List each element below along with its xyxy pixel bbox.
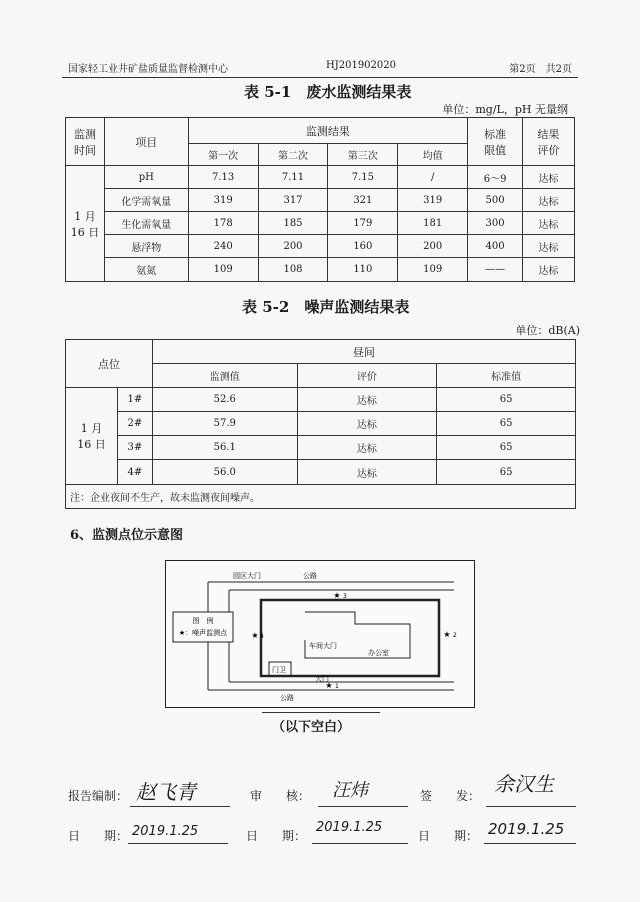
reviewer-underline xyxy=(318,806,408,807)
cell-v2: 185 xyxy=(258,212,328,235)
date-underline-1 xyxy=(128,843,228,844)
header-page: 第2页 共2页 xyxy=(509,64,572,75)
section6-title: 6、监测点位示意图 xyxy=(70,528,184,543)
table-row xyxy=(66,235,575,258)
header-rule xyxy=(62,77,578,78)
compiler-label: 报告编制： xyxy=(68,789,129,803)
col-item: 项目 xyxy=(104,118,188,166)
noise-point-2-star-icon: ★ xyxy=(443,630,451,639)
col-point: 点位 xyxy=(66,340,153,388)
col-time: 监测 时间 xyxy=(66,118,105,166)
cell-eval: 达标 xyxy=(523,166,575,189)
table-row xyxy=(66,166,575,189)
col-eval: 结果 评价 xyxy=(523,118,575,166)
label-road-top: 公路 xyxy=(303,572,317,580)
cell-eval: 达标 xyxy=(523,235,575,258)
cell-avg: 319 xyxy=(398,189,468,212)
blank-marker: （以下空白） xyxy=(272,720,351,735)
cell-point: 3# xyxy=(117,436,152,460)
cell-avg: 181 xyxy=(398,212,468,235)
cell-item: 悬浮物 xyxy=(104,235,188,258)
col-third: 第三次 xyxy=(328,144,398,166)
header-org: 国家轻工业井矿盐质量监督检测中心 xyxy=(68,64,228,75)
cell-v3: 179 xyxy=(328,212,398,235)
compiler-underline xyxy=(130,806,230,807)
cell-value: 57.9 xyxy=(152,412,297,436)
date-value-3: 2019.1.25 xyxy=(488,820,565,838)
cell-limit: —— xyxy=(468,258,523,282)
noise-point-3-label: 3 xyxy=(343,593,347,600)
label-road-bottom: 公路 xyxy=(280,694,294,702)
cell-item: 生化需氧量 xyxy=(104,212,188,235)
cell-eval: 达标 xyxy=(297,460,437,485)
cell-eval: 达标 xyxy=(297,388,437,412)
cell-standard: 65 xyxy=(437,412,576,436)
noise-point-1-star-icon: ★ xyxy=(325,681,333,690)
cell-v3: 321 xyxy=(328,189,398,212)
label-gate-main: 大门 xyxy=(315,675,329,683)
col-second: 第二次 xyxy=(258,144,328,166)
cell-point: 4# xyxy=(117,460,152,485)
cell-eval: 达标 xyxy=(297,436,437,460)
date-value-1: 2019.1.25 xyxy=(132,824,199,839)
date-value-2: 2019.1.25 xyxy=(316,820,383,835)
cell-eval: 达标 xyxy=(523,258,575,282)
issuer-signature: 余汉生 xyxy=(494,772,554,796)
cell-v1: 109 xyxy=(188,258,258,282)
noise-point-4-star-icon: ★ xyxy=(251,631,259,640)
col-value: 监测值 xyxy=(152,364,297,388)
cell-v3: 160 xyxy=(328,235,398,258)
cell-limit: 6～9 xyxy=(468,166,523,189)
legend-title: 图 例 xyxy=(192,617,214,625)
cell-v3: 110 xyxy=(328,258,398,282)
cell-standard: 65 xyxy=(437,388,576,412)
cell-standard: 65 xyxy=(437,460,576,485)
cell-eval: 达标 xyxy=(523,189,575,212)
col-eval: 评价 xyxy=(297,364,437,388)
label-gate-workshop: 车间大门 xyxy=(309,642,337,650)
cell-item: pH xyxy=(104,166,188,189)
table-row xyxy=(66,412,576,436)
cell-v2: 317 xyxy=(258,189,328,212)
label-guard: 门卫 xyxy=(272,666,286,674)
cell-v1: 178 xyxy=(188,212,258,235)
noise-table xyxy=(65,339,576,509)
page-header xyxy=(68,58,578,76)
col-standard: 标准值 xyxy=(437,364,576,388)
cell-v2: 7.11 xyxy=(258,166,328,189)
reviewer-signature: 汪炜 xyxy=(332,780,368,801)
label-office: 办公室 xyxy=(368,649,389,657)
cell-eval: 达标 xyxy=(523,212,575,235)
cell-limit: 400 xyxy=(468,235,523,258)
col-limit: 标准 限值 xyxy=(468,118,523,166)
issuer-label: 签 发： xyxy=(420,789,481,803)
date-label-1: 日 期： xyxy=(68,829,129,843)
cell-value: 56.0 xyxy=(152,460,297,485)
col-day: 昼间 xyxy=(152,340,575,364)
header-report-no: HJ201902020 xyxy=(326,60,396,71)
date-cell: 1 月 16 日 xyxy=(66,388,118,485)
table-row xyxy=(66,189,575,212)
cell-avg: 109 xyxy=(398,258,468,282)
noise-point-3-star-icon: ★ xyxy=(333,591,341,600)
table2-title: 表 5-2 噪声监测结果表 xyxy=(242,298,410,316)
table1-unit: 单位：mg/L，pH 无量纲 xyxy=(442,103,568,116)
cell-v1: 319 xyxy=(188,189,258,212)
table-note: 注：企业夜间不生产，故未监测夜间噪声。 xyxy=(66,485,576,509)
table2-unit: 单位：dB(A) xyxy=(515,324,580,337)
cell-v2: 200 xyxy=(258,235,328,258)
label-gate-park: 园区大门 xyxy=(233,572,261,580)
reviewer-label: 审 核： xyxy=(250,789,311,803)
cell-value: 52.6 xyxy=(152,388,297,412)
table-row xyxy=(66,388,576,412)
cell-point: 2# xyxy=(117,412,152,436)
date-label-2: 日 期： xyxy=(246,829,307,843)
compiler-signature: 赵飞青 xyxy=(136,780,196,804)
cell-limit: 300 xyxy=(468,212,523,235)
col-first: 第一次 xyxy=(188,144,258,166)
cell-value: 56.1 xyxy=(152,436,297,460)
date-cell: 1 月 16 日 xyxy=(66,166,105,282)
col-avg: 均值 xyxy=(398,144,468,166)
noise-point-4-label: 4 xyxy=(260,633,264,640)
table-row xyxy=(66,212,575,235)
cell-v1: 7.13 xyxy=(188,166,258,189)
noise-point-2-label: 2 xyxy=(453,632,457,639)
cell-avg: 200 xyxy=(398,235,468,258)
cell-item: 化学需氧量 xyxy=(104,189,188,212)
cell-point: 1# xyxy=(117,388,152,412)
cell-item: 氨氮 xyxy=(104,258,188,282)
blank-rule xyxy=(262,712,380,713)
cell-v3: 7.15 xyxy=(328,166,398,189)
monitoring-map xyxy=(165,560,475,708)
noise-point-1-label: 1 xyxy=(335,683,339,690)
cell-limit: 500 xyxy=(468,189,523,212)
cell-v2: 108 xyxy=(258,258,328,282)
table-row xyxy=(66,460,576,485)
date-underline-2 xyxy=(312,843,408,844)
table-row xyxy=(66,436,576,460)
col-results: 监测结果 xyxy=(188,118,467,144)
cell-standard: 65 xyxy=(437,436,576,460)
cell-avg: / xyxy=(398,166,468,189)
date-label-3: 日 期： xyxy=(418,829,479,843)
date-underline-3 xyxy=(484,843,576,844)
cell-eval: 达标 xyxy=(297,412,437,436)
cell-v1: 240 xyxy=(188,235,258,258)
legend-item: ★：噪声监测点 xyxy=(178,629,228,637)
issuer-underline xyxy=(486,806,576,807)
wastewater-table xyxy=(65,117,575,282)
table1-title: 表 5-1 废水监测结果表 xyxy=(244,83,412,101)
table-row xyxy=(66,258,575,282)
